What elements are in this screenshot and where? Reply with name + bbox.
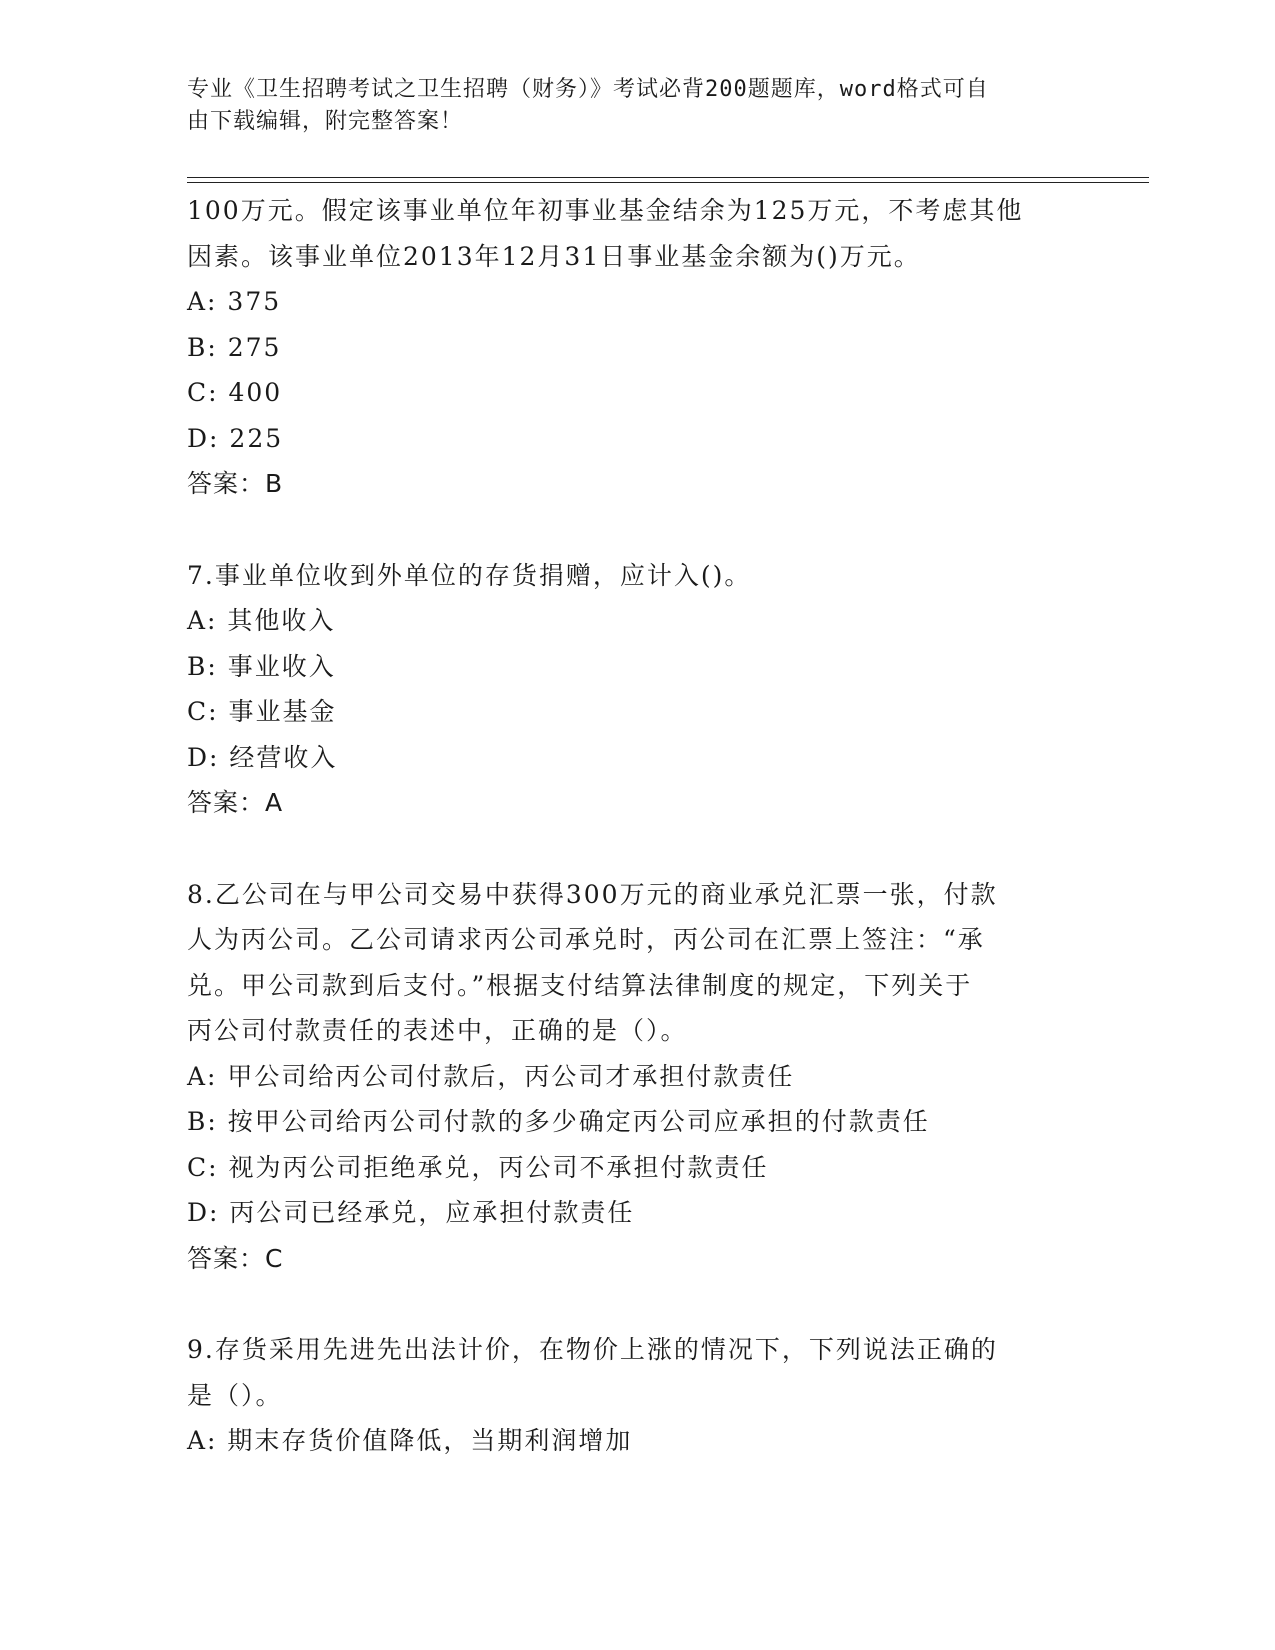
- question-6: [187, 188, 1087, 507]
- header-line-1: 专业《卫生招聘考试之卫生招聘（财务）》考试必背200题题库，word格式可自: [187, 77, 989, 102]
- option-a: A: 甲公司给丙公司付款后，丙公司才承担付款责任: [187, 1061, 795, 1091]
- option-b: B: 按甲公司给丙公司付款的多少确定丙公司应承担的付款责任: [187, 1107, 930, 1136]
- header-divider-top: [187, 177, 1149, 178]
- question-8: [187, 872, 1087, 1282]
- option-c: C: 事业基金: [187, 697, 337, 726]
- question-text-line: 兑。甲公司款到后支付。”根据支付结算法律制度的规定，下列关于: [187, 970, 973, 1000]
- header-line-2: 由下载编辑，附完整答案！: [187, 109, 464, 134]
- spacer: [187, 507, 1087, 553]
- answer-line: 答案：B: [187, 469, 284, 498]
- header-divider-bottom: [187, 182, 1149, 183]
- option-c: C: 400: [187, 378, 283, 407]
- question-text-line: 9.存货采用先进先出法计价，在物价上涨的情况下，下列说法正确的: [187, 1335, 998, 1364]
- option-c: C: 视为丙公司拒绝承兑，丙公司不承担付款责任: [187, 1152, 769, 1182]
- document-body: [187, 188, 1087, 1464]
- spacer: [187, 1281, 1087, 1327]
- document-header: [187, 74, 1067, 138]
- option-b: B: 275: [187, 332, 282, 362]
- option-a: A: 期末存货价值降低，当期利润增加: [187, 1426, 633, 1455]
- option-d: D: 经营收入: [187, 742, 338, 772]
- question-7: [187, 553, 1087, 826]
- question-text-line: 因素。该事业单位2013年12月31日事业基金余额为()万元。: [187, 241, 921, 271]
- spacer: [187, 826, 1087, 872]
- option-a: A: 其他收入: [187, 606, 336, 635]
- question-text-line: 8.乙公司在与甲公司交易中获得300万元的商业承兑汇票一张，付款: [187, 879, 998, 909]
- question-text-line: 人为丙公司。乙公司请求丙公司承兑时，丙公司在汇票上签注：“承: [187, 925, 985, 954]
- option-d: D: 225: [187, 423, 284, 453]
- option-b: B: 事业收入: [187, 651, 336, 681]
- answer-line: 答案：A: [187, 788, 284, 817]
- answer-line: 答案：C: [187, 1243, 284, 1273]
- question-text-line: 100万元。假定该事业单位年初事业基金结余为125万元，不考虑其他: [187, 196, 1024, 225]
- option-d: D: 丙公司已经承兑，应承担付款责任: [187, 1198, 635, 1227]
- question-text-line: 7.事业单位收到外单位的存货捐赠，应计入()。: [187, 560, 752, 590]
- question-text-line: 丙公司付款责任的表述中，正确的是（）。: [187, 1016, 688, 1045]
- option-a: A: 375: [187, 287, 282, 316]
- question-9: [187, 1327, 1087, 1464]
- question-text-line: 是（）。: [187, 1380, 283, 1410]
